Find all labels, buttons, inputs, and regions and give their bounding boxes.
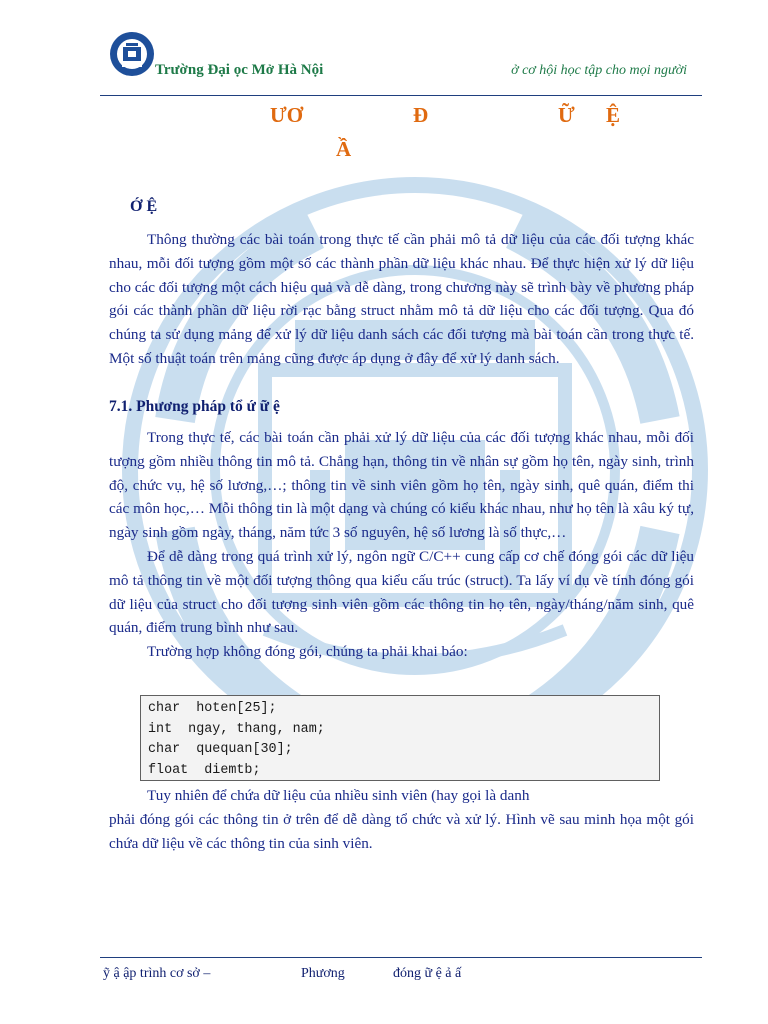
intro-section: [109, 228, 694, 371]
code-line: int ngay, thang, nam;: [148, 721, 325, 737]
chapter-title-line-2: Ầ: [336, 137, 352, 161]
code-line: char hoten[25];: [148, 701, 277, 716]
after-code-line-1: Tuy nhiên để chứa dữ liệu của nhiều sinh viên (hay gọi là danh: [147, 787, 530, 804]
chapter-title-part-1: ƯƠ: [270, 103, 304, 127]
intro-paragraph: Thông thường các bài toán trong thực tế cần phải mô tả dữ liệu của các đối tượng khác nhau, mỗi đối tượng gồm một số các thành phần dữ liệu khác nhau. Để thực hiện xử lý dữ liệu cho các đối tượng một cách hiệu quả và dễ dàng, trong chương này sẽ trình bày về phương pháp gói các thành phần dữ liệu rời rạc bằng struct nhằm mô tả dữ liệu cho các đối tượng. Qua đó chúng ta sử dụng mảng để xử lý dữ liệu danh sách các đối tượng mà bài toán cần trong thực tế. Một số thuật toán trên mảng cũng được áp dụng ở đây để xử lý danh sách.: [109, 231, 694, 367]
university-logo-icon: [108, 30, 156, 78]
header-divider: [100, 95, 702, 96]
code-block: [140, 695, 660, 781]
section-heading: 7.1. Phương pháp tổ ứ ữ ệ: [109, 398, 280, 415]
section-paragraph-1: Trong thực tế, các bài toán cần phải xử lý dữ liệu của các đối tượng khác nhau, mỗi đối tượng gồm nhiều thông tin mô tả. Chẳng hạn, thông tin về nhân sự gồm họ tên, ngày sinh, trình độ, chức vụ, hệ số lương,…; thông tin về sinh viên gồm họ tên, ngày sinh, quê quán, điểm thi các môn học,… Mỗi thông tin là một dạng và chúng có kiểu khác nhau, như họ tên là xâu ký tự, ngày sinh gồm ngày, tháng, năm tức 3 số nguyên, hệ số lương là số thực,…: [109, 429, 694, 542]
code-line: float diemtb;: [148, 762, 261, 778]
header-university-name: Trường Đại ọc Mở Hà Nội: [155, 62, 324, 78]
chapter-title-part-4: Ệ: [606, 103, 621, 127]
footer-chapter-word: Phương: [301, 966, 345, 981]
section-body: [109, 426, 694, 664]
header-slogan: ở cơ hội học tập cho mọi người: [511, 63, 687, 78]
code-line: char quequan[30];: [148, 742, 293, 757]
footer-divider: [100, 957, 702, 958]
section-paragraph-2: Để dễ dàng trong quá trình xử lý, ngôn ngữ C/C++ cung cấp cơ chế đóng gói các dữ liệu mô tả thông tin về một đối tượng thông qua kiểu cấu trúc (struct). Ta lấy ví dụ về tính đóng gói dữ liệu của struct cho đối tượng sinh viên gồm các thông tin họ tên, ngày/tháng/năm sinh, quê quán, điểm trung bình như sau.: [109, 547, 694, 637]
footer-chapter-title: đóng ữ ệ ả ấ: [393, 966, 462, 981]
after-code-section: [109, 784, 694, 855]
chapter-title-part-2: Đ: [413, 103, 429, 127]
intro-heading: Ớ Ệ: [130, 198, 158, 215]
footer-course-name: ỹ ậ ập trình cơ sở –: [103, 966, 211, 981]
chapter-title-part-3: Ữ: [558, 103, 575, 127]
after-code-paragraph: phải đóng gói các thông tin ở trên để dễ dàng tổ chức và xử lý. Hình vẽ sau minh họa một gói chứa dữ liệu về các thông tin của sinh viên.: [109, 810, 694, 852]
section-paragraph-3: Trường hợp không đóng gói, chúng ta phải khai báo:: [147, 643, 468, 661]
